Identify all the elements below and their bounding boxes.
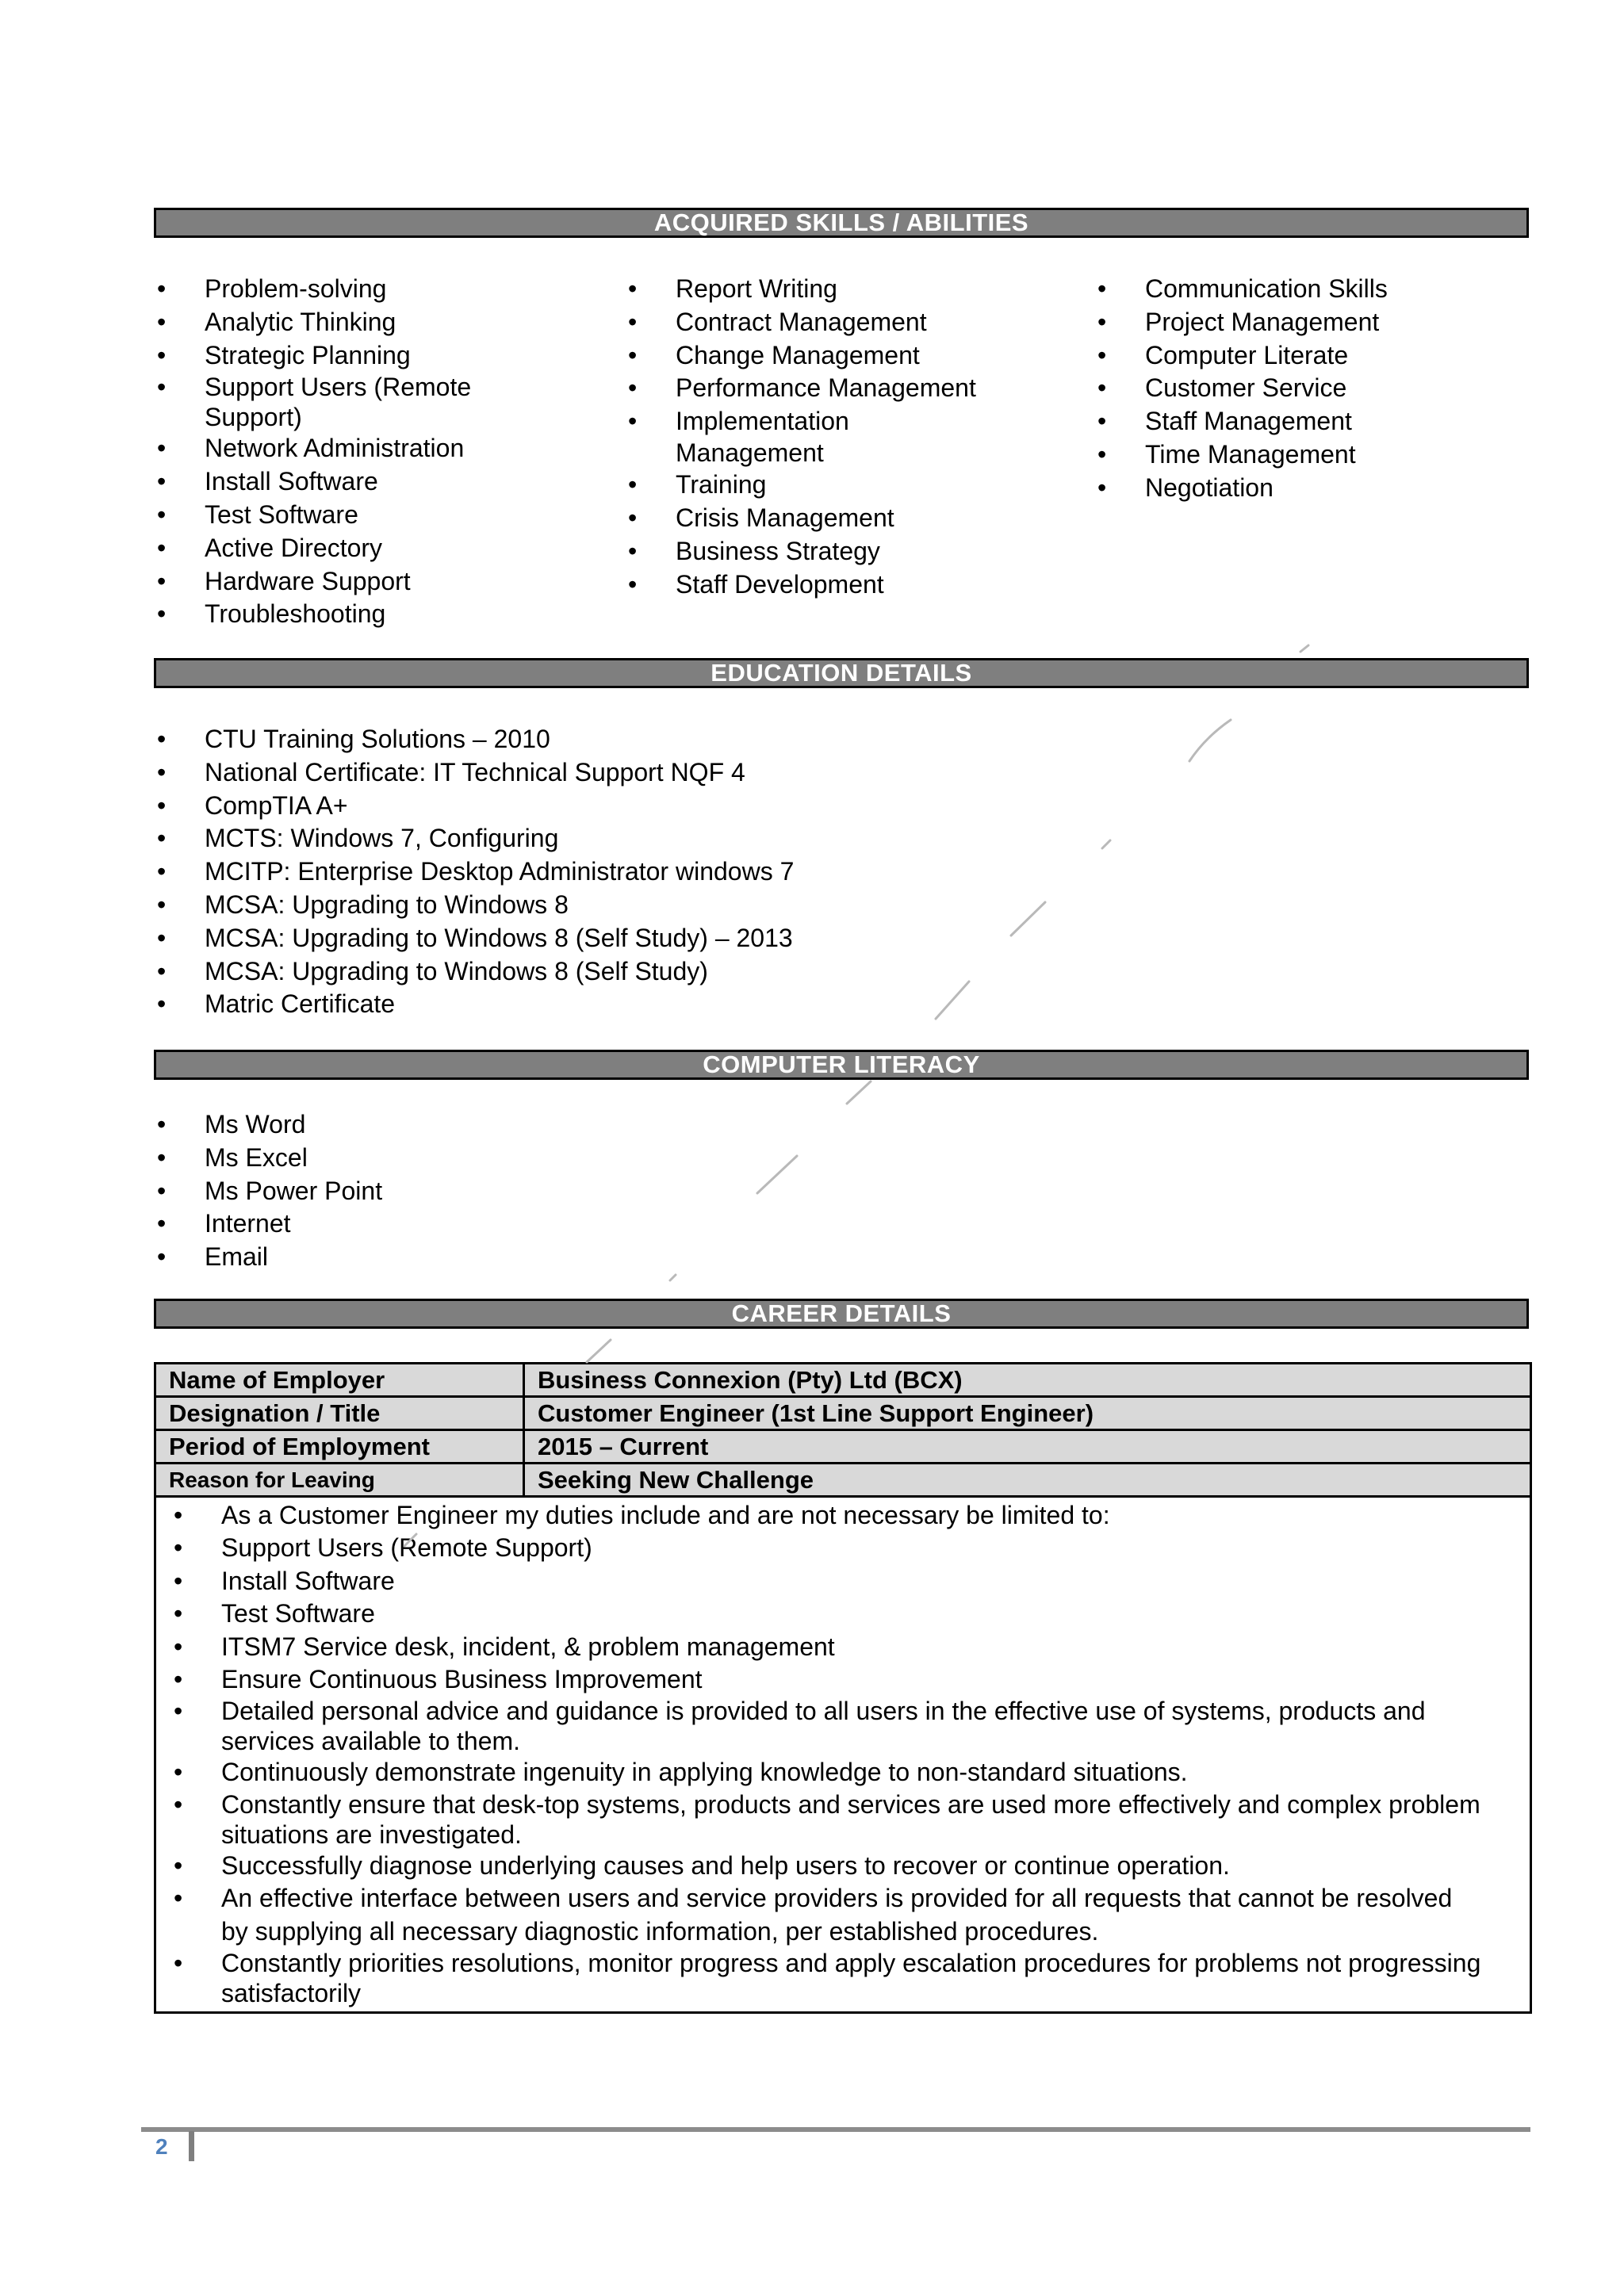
list-item: • Continuously demonstrate ingenuity in applying knowledge to non-standard situations. (156, 1756, 1482, 1789)
list-item: • Ensure Continuous Business Improvement (156, 1663, 1482, 1696)
designation-value: Customer Engineer (1st Line Support Engineer) (524, 1397, 1531, 1430)
list-item: • Test Software (156, 1598, 1482, 1630)
computer-literacy-header: COMPUTER LITERACY (154, 1050, 1529, 1080)
list-item: • Time Management (1094, 438, 1538, 472)
education-header: EDUCATION DETAILS (154, 658, 1529, 688)
footer-rule (141, 2127, 1530, 2132)
footer-separator (189, 2131, 194, 2161)
list-item: • Network Administration (154, 432, 598, 465)
list-item: • Email (154, 1241, 788, 1274)
list-item: • Ms Excel (154, 1142, 788, 1175)
list-item: • Install Software (156, 1565, 1482, 1598)
list-item: • MCSA: Upgrading to Windows 8 (Self Study) – 2013 (154, 922, 1264, 955)
list-item: • Constantly priorities resolutions, monitor progress and apply escalation procedures for problems not progressing satisfactorily (156, 1948, 1482, 2008)
designation-label: Designation / Title (155, 1397, 524, 1430)
employer-value: Business Connexion (Pty) Ltd (BCX) (524, 1364, 1531, 1397)
list-item: • Ms Word (154, 1108, 788, 1142)
list-item: • Active Directory (154, 532, 598, 565)
page-number: 2 (155, 2134, 168, 2159)
list-item: • Training (625, 469, 1069, 502)
reason-label: Reason for Leaving (155, 1464, 524, 1497)
list-item: • Project Management (1094, 306, 1538, 339)
list-item: • MCSA: Upgrading to Windows 8 (Self Study) (154, 955, 1264, 989)
period-label: Period of Employment (155, 1430, 524, 1464)
list-item: • National Certificate: IT Technical Support NQF 4 (154, 756, 1264, 790)
career-header: CAREER DETAILS (154, 1299, 1529, 1329)
list-item: • Report Writing (625, 273, 1069, 306)
list-item: • MCSA: Upgrading to Windows 8 (154, 889, 1264, 922)
list-item: • Support Users (Remote Support) (156, 1532, 1482, 1564)
list-item: • Detailed personal advice and guidance is provided to all users in the effective use of systems, products and services available to them. (156, 1696, 1482, 1756)
list-item: • Negotiation (1094, 472, 1538, 505)
list-item: • Install Software (154, 465, 598, 499)
list-item: • Troubleshooting (154, 598, 598, 631)
list-item: • Staff Development (625, 568, 1069, 602)
list-item: • Matric Certificate (154, 988, 1264, 1021)
list-item: • Contract Management (625, 306, 1069, 339)
period-value: 2015 – Current (524, 1430, 1531, 1464)
list-item: • An effective interface between users and service providers is provided for all requests that cannot be resolved by supplying all necessary diagnostic information, per established procedures. (156, 1882, 1482, 1948)
list-item: • Constantly ensure that desk-top systems, products and services are used more effectively and complex problem situations are investigated. (156, 1789, 1482, 1850)
list-item: • MCTS: Windows 7, Configuring (154, 822, 1264, 855)
list-item: • Internet (154, 1207, 788, 1241)
list-item: • ITSM7 Service desk, incident, & problem management (156, 1631, 1482, 1663)
list-item: • MCITP: Enterprise Desktop Administrator windows 7 (154, 855, 1264, 889)
list-item: • Problem-solving (154, 273, 598, 306)
list-item: • Computer Literate (1094, 339, 1538, 373)
list-item: • Support Users (Remote Support) (154, 372, 546, 432)
list-item: • Customer Service (1094, 372, 1538, 405)
list-item: • Performance Management (625, 372, 1069, 405)
list-item: • Test Software (154, 499, 598, 532)
list-item: • Change Management (625, 339, 1069, 373)
list-item: • Strategic Planning (154, 339, 598, 373)
list-item: • Ms Power Point (154, 1175, 788, 1208)
reason-value: Seeking New Challenge (524, 1464, 1531, 1497)
list-item: • Analytic Thinking (154, 306, 598, 339)
list-item: • Communication Skills (1094, 273, 1538, 306)
list-item: • CTU Training Solutions – 2010 (154, 723, 1264, 756)
list-item: • CompTIA A+ (154, 790, 1264, 823)
list-item: • As a Customer Engineer my duties include and are not necessary be limited to: (156, 1499, 1482, 1532)
list-item: • Implementation Management (625, 405, 914, 469)
list-item: • Business Strategy (625, 535, 1069, 568)
employer-label: Name of Employer (155, 1364, 524, 1397)
list-item: • Crisis Management (625, 502, 1069, 535)
list-item: • Successfully diagnose underlying causes and help users to recover or continue operation. (156, 1850, 1482, 1882)
skills-header: ACQUIRED SKILLS / ABILITIES (154, 208, 1529, 238)
list-item: • Staff Management (1094, 405, 1538, 438)
list-item: • Hardware Support (154, 565, 598, 599)
